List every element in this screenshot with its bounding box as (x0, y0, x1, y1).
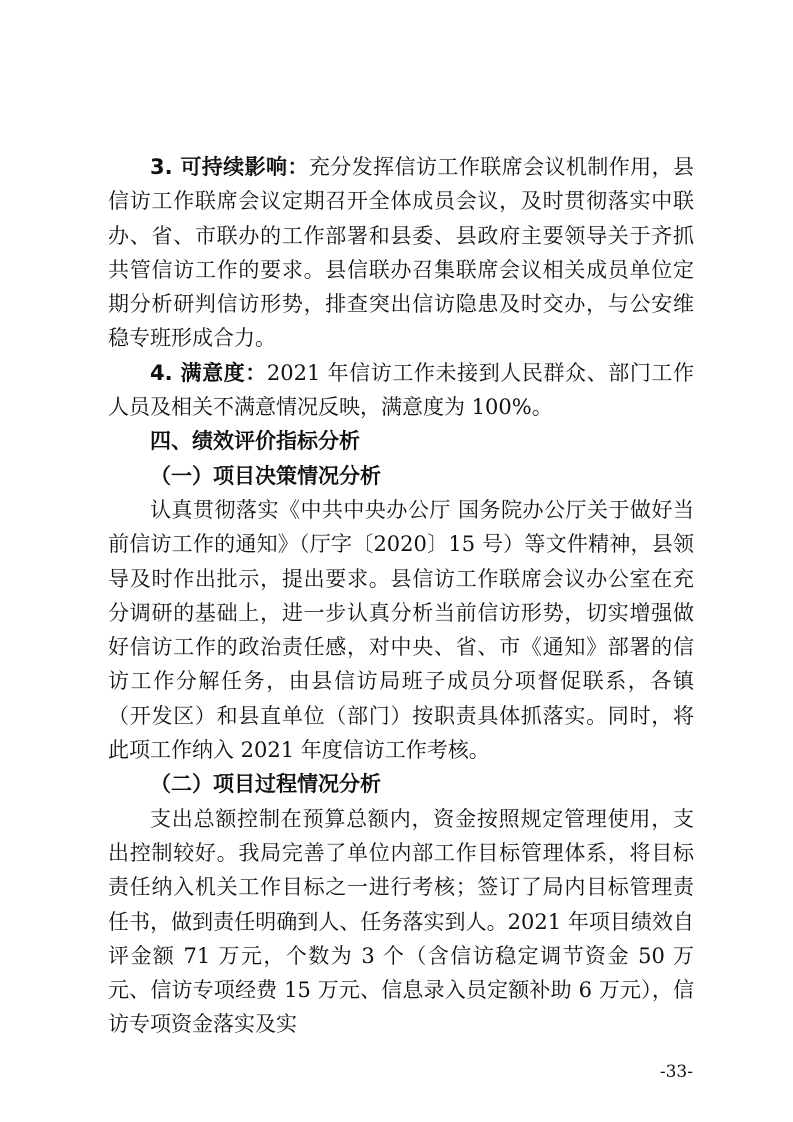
paragraph-process-analysis: 支出总额控制在预算总额内，资金按照规定管理使用，支出控制较好。我局完善了单位内部工作目标管理体系，将目标责任纳入机关工作目标之一进行考核；签订了局内目标管理责任书，做到责任明确到人、任务落实到人。2021 年项目绩效自评金额 71 万元，个数为 3 个（含信访稳定调节资金 50 万元、信访专项经费 15 万元、信息录入员定额补助 6 万元），信访专项资金落实及实 (108, 806, 694, 1037)
sustainable-impact-label: 3. 可持续影响： (150, 155, 309, 179)
page-number: -33- (659, 1062, 693, 1082)
section-heading-indicator-analysis: 四、绩效评价指标分析 (150, 429, 360, 454)
subsection-heading-decision: （一）项目决策情况分析 (150, 463, 381, 488)
paragraph-sustainable-impact (108, 150, 694, 356)
subsection-heading-process: （二）项目过程情况分析 (150, 772, 381, 797)
satisfaction-label: 4. 满意度： (150, 360, 267, 385)
satisfaction-text: 2021 年信访工作未接到人民群众、部门工作人员及相关不满意情况反映，满意度为 100%。 (108, 360, 694, 420)
sustainable-impact-text: 充分发挥信访工作联席会议机制作用，县信访工作联席会议定期召开全体成员会议，及时贯彻落实中联办、省、市联办的工作部署和县委、县政府主要领导关于齐抓共管信访工作的要求。县信联办召集联席会议相关成员单位定期分析研判信访形势，排查突出信访隐患及时交办，与公安维稳专班形成合力。 (108, 155, 695, 351)
paragraph-satisfaction (108, 356, 694, 425)
paragraph-decision-analysis: 认真贯彻落实《中共中央办公厅 国务院办公厅关于做好当前信访工作的通知》（厅字〔2020〕15 号）等文件精神，县领导及时作出批示，提出要求。县信访工作联席会议办公室在充分调研的基础上，进一步认真分析当前信访形势，切实增强做好信访工作的政治责任感，对中央、省、市《通知》部署的信访工作分解任务，由县信访局班子成员分项督促联系，各镇（开发区）和县直单位（部门）按职责具体抓落实。同时，将此项工作纳入 2021 年度信访工作考核。 (108, 497, 694, 763)
document-body (108, 150, 694, 1042)
